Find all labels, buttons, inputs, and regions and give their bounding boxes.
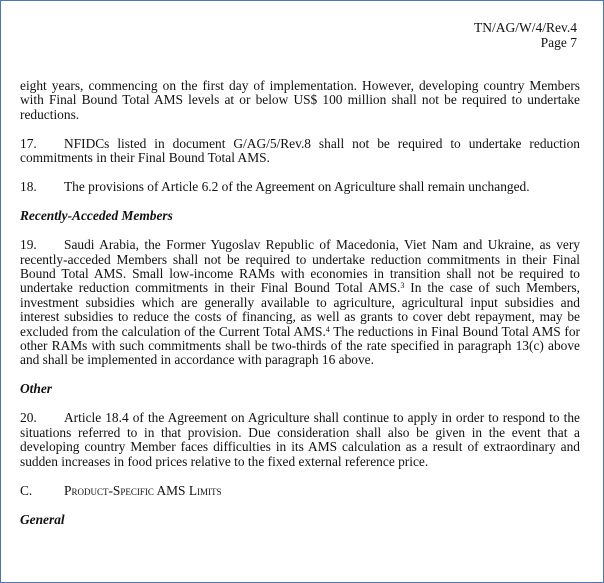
paragraph-19 xyxy=(20,238,580,368)
heading-other: Other xyxy=(20,381,52,397)
heading-general: General xyxy=(20,511,65,527)
paragraph-number: 19. xyxy=(20,237,37,253)
footnote-ref-3[interactable]: 3 xyxy=(400,281,405,291)
paragraph-17 xyxy=(20,137,580,166)
paragraph-number: 17. xyxy=(20,135,37,151)
paragraph-number: 18. xyxy=(20,179,37,195)
paragraph-text: The provisions of Article 6.2 of the Agreement on Agriculture shall remain unchanged. xyxy=(64,179,530,195)
page-number: Page 7 xyxy=(540,35,577,50)
paragraph-18 xyxy=(20,180,580,194)
paragraph-number: 20. xyxy=(20,410,37,426)
section-title: Product-Specific AMS Limits xyxy=(64,482,222,498)
paragraph-text: Article 18.4 of the Agreement on Agriculture shall continue to apply in order to respond to the situations referred to in that provision. Due consideration shall also be given in the event that a developing country Member faces difficulties in its AMS calculation as a result of extraordinary and sudden increases in food prices relative to the fixed external reference price. xyxy=(20,410,580,469)
paragraph-continuation: eight years, commencing on the first day of implementation. However, developing country Members with Final Bound Total AMS levels at or below US$ 100 million shall not be required to undertake reductions. xyxy=(20,78,580,122)
paragraph-text: Saudi Arabia, the Former Yugoslav Republic of Macedonia, Viet Nam and Ukraine, as very recently-acceded Members shall not be required to undertake reduction commitments in their Final Bound Total AMS. Small low-income RAMs with economies in transition shall not be required to undertake reduction commitments in their Final Bound Total AMS. xyxy=(20,237,580,296)
section-c-heading xyxy=(20,484,580,498)
heading-recently-acceded-members: Recently-Acceded Members xyxy=(20,208,173,224)
page-header xyxy=(474,20,577,50)
document-symbol: TN/AG/W/4/Rev.4 xyxy=(474,20,577,35)
document-body xyxy=(20,79,580,542)
paragraph-text: In the case of such Members, investment subsidies which are generally available to agriculture, agricultural input subsidies and interest subsidies to reduce the costs of financing, as well as grants to cover debt repayment, may be excluded from the calculation of the Current Total AMS. xyxy=(20,280,580,339)
paragraph-20 xyxy=(20,411,580,469)
section-letter: C. xyxy=(20,482,33,498)
paragraph-text: NFIDCs listed in document G/AG/5/Rev.8 shall not be required to undertake reduction commitments in their Final Bound Total AMS. xyxy=(20,135,580,166)
paragraph-text: The reductions in Final Bound Total AMS for other RAMs with such commitments shall be two-thirds of the rate specified in paragraph 13(c) above and shall be implemented in accordance with paragraph 16 above. xyxy=(20,323,580,368)
footnote-ref-4[interactable]: 4 xyxy=(325,324,330,334)
